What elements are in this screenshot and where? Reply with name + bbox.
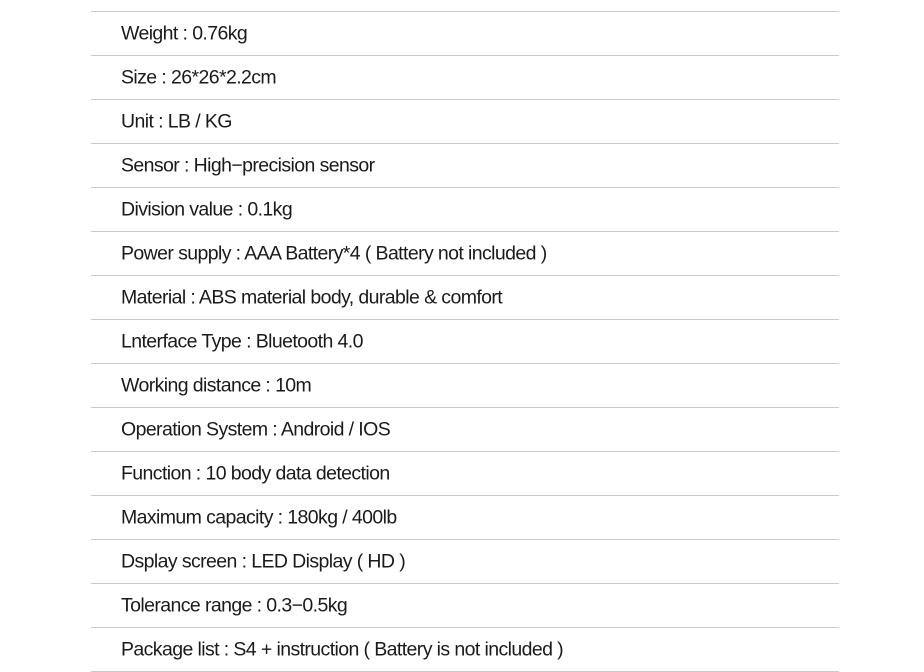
spec-function: Function : 10 body data detection (121, 461, 390, 484)
spec-unit: Unit : LB / KG (121, 109, 232, 132)
spec-row-material (91, 276, 839, 320)
spec-row-interface-type (91, 320, 839, 364)
spec-material: Material : ABS material body, durable & comfort (121, 285, 503, 308)
spec-row-tolerance-range (91, 584, 839, 628)
spec-size: Size : 26*26*2.2cm (121, 65, 277, 88)
spec-row-working-distance (91, 364, 839, 408)
spec-sensor: Sensor : High−precision sensor (121, 153, 375, 176)
spec-row-sensor (91, 144, 839, 188)
spec-operation-system: Operation System : Android / IOS (121, 417, 391, 440)
spec-row-function (91, 452, 839, 496)
spec-tolerance-range: Tolerance range : 0.3−0.5kg (121, 593, 348, 616)
spec-row-unit (91, 100, 839, 144)
spec-row-division-value (91, 188, 839, 232)
spec-maximum-capacity: Maximum capacity : 180kg / 400lb (121, 505, 397, 528)
spec-package-list: Package list : S4 + instruction ( Battery is not included ) (121, 637, 564, 660)
spec-row-maximum-capacity (91, 496, 839, 540)
spec-interface-type: Lnterface Type : Bluetooth 4.0 (121, 329, 363, 352)
spec-row-power-supply (91, 232, 839, 276)
specification-list (91, 0, 839, 672)
spec-row-size (91, 56, 839, 100)
spec-row-display-screen (91, 540, 839, 584)
spec-weight: Weight : 0.76kg (121, 21, 248, 44)
spec-power-supply: Power supply : AAA Battery*4 ( Battery not included ) (121, 241, 547, 264)
spec-row-model (91, 0, 839, 12)
spec-row-operation-system (91, 408, 839, 452)
spec-working-distance: Working distance : 10m (121, 373, 312, 396)
spec-row-package-list (91, 628, 839, 672)
spec-row-weight (91, 12, 839, 56)
spec-division-value: Division value : 0.1kg (121, 197, 293, 220)
spec-display-screen: Dsplay screen : LED Display ( HD ) (121, 549, 406, 572)
